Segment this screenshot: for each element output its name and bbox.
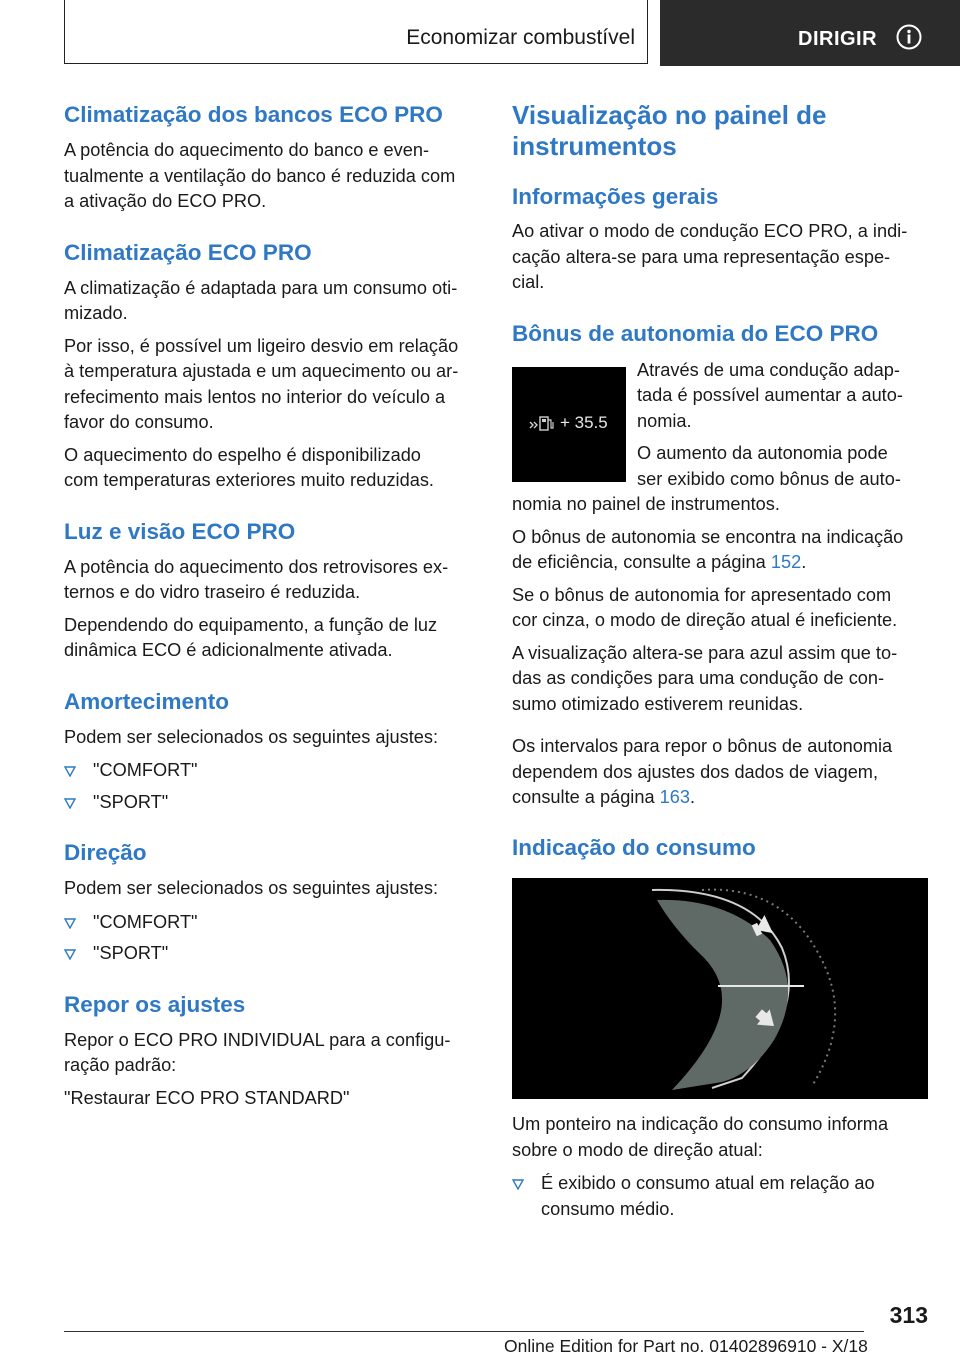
chapter-title: DIRIGIR (798, 28, 878, 50)
paragraph: Podem ser selecionados os seguintes ajustes: (64, 726, 439, 747)
triangle-bullet-icon (64, 917, 76, 929)
heading-consumption: Indicação do consumo (512, 834, 756, 860)
paragraph: O aumento da autonomia pode ser exibido como bônus de auto‐ (637, 443, 901, 489)
consumption-text (512, 1112, 928, 1222)
page-header (0, 0, 960, 66)
triangle-bullet-icon (64, 797, 76, 809)
range-bonus-display-image (512, 367, 626, 482)
paragraph: nomia no painel de instrumentos. (512, 494, 780, 514)
range-bonus-value: + 35.5 (560, 413, 608, 432)
heading-general-info: Informações gerais (512, 184, 719, 209)
paragraph: Dependendo do equipamento, a função de luz dinâmica ECO é adicionalmente ativada. (64, 614, 438, 660)
paragraph: Através de uma condução adap‐ tada é possível aumentar a auto‐ nomia. (637, 359, 903, 431)
footer-edition: Online Edition for Part no. 01402896910 - X/18 (504, 1336, 868, 1356)
paragraph: A visualização altera-se para azul assim que to‐ das as condições para uma condução de con‐ sumo otimizado estiverem reunidas. (512, 642, 898, 714)
footer-divider (64, 1331, 864, 1332)
list-item: "COMFORT" (64, 910, 476, 936)
info-icon (896, 24, 922, 50)
left-column (64, 100, 476, 1111)
heading-light-vision: Luz e visão ECO PRO (64, 518, 296, 544)
paragraph: "Restaurar ECO PRO STANDARD" (64, 1087, 350, 1108)
paragraph: Um ponteiro na indicação do consumo informa sobre o modo de direção atual: (512, 1114, 889, 1160)
chapter-header-box (660, 0, 960, 66)
paragraph: Repor o ECO PRO INDIVIDUAL para a configu‐ ração padrão: (64, 1029, 451, 1075)
page-number: 313 (889, 1302, 928, 1328)
heading-range-bonus: Bônus de autonomia do ECO PRO (512, 320, 879, 346)
list-item: "SPORT" (64, 941, 476, 967)
list-item: "COMFORT" (64, 758, 476, 784)
paragraph: A potência do aquecimento dos retrovisores ex‐ ternos e do vidro traseiro é reduzida. (64, 556, 449, 602)
paragraph: O aquecimento do espelho é disponibilizado com temperaturas exteriores muito reduzidas. (64, 444, 434, 490)
consumption-indicator-image (512, 878, 928, 1099)
list-item: É exibido o consumo atual em relação ao consumo médio. (512, 1171, 928, 1222)
paragraph: Por isso, é possível um ligeiro desvio em relação à temperatura ajustada e um aquecimento ou ar‐ refecimento mais lentos no interior do veículo a favor do consumo. (64, 335, 459, 432)
heading-instrument-display: Visualização no painel de instrumentos (512, 100, 827, 161)
heading-steering: Direção (64, 840, 147, 865)
triangle-bullet-icon (64, 765, 76, 777)
triangle-bullet-icon (512, 1178, 524, 1190)
paragraph: Podem ser selecionados os seguintes ajustes: (64, 878, 439, 898)
paragraph: O bônus de autonomia se encontra na indicação de eficiência, consulte a página 152. (512, 526, 904, 572)
consumption-gauge-graphic (512, 878, 928, 1099)
triangle-bullet-icon (64, 948, 76, 960)
paragraph: A potência do aquecimento do banco e even‐ tualmente a ventilação do banco é reduzida com a ativação do ECO PRO. (64, 140, 456, 211)
page-link-152[interactable]: 152 (770, 552, 802, 572)
heading-damping: Amortecimento (64, 688, 230, 714)
section-title: Economizar combustível (406, 26, 635, 49)
heading-reset: Repor os ajustes (64, 991, 246, 1017)
page-link-163[interactable]: 163 (659, 787, 690, 807)
heading-eco-climate: Climatização ECO PRO (64, 239, 312, 265)
paragraph: Se o bônus de autonomia for apresentado com cor cinza, o modo de direção atual é ineficiente. (512, 584, 898, 630)
list-item: "SPORT" (64, 790, 476, 816)
section-header-box (64, 0, 648, 64)
heading-seat-climate: Climatização dos bancos ECO PRO (64, 102, 443, 127)
paragraph: Os intervalos para repor o bônus de autonomia dependem dos ajustes dos dados de viagem, consulte a página 163. (512, 736, 893, 807)
paragraph: Ao ativar o modo de condução ECO PRO, a indi‐ cação altera-se para uma representação espe‐ cial. (512, 221, 908, 292)
paragraph: A climatização é adaptada para um consumo oti‐ mizado. (64, 277, 458, 323)
